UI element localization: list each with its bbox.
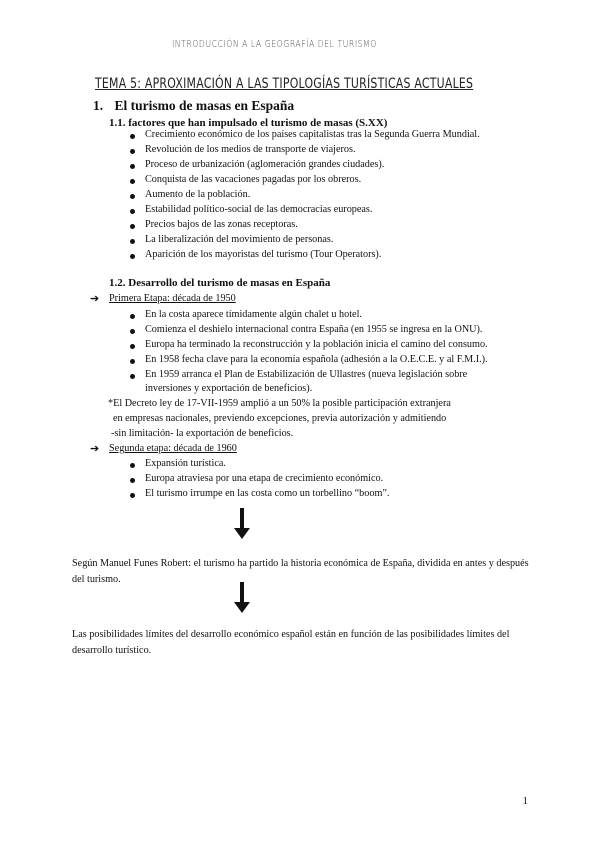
- page-header: INTRODUCCIÓN A LA GEOGRAFÍA DEL TURISMO: [172, 39, 377, 50]
- bullet-icon: [130, 478, 135, 483]
- list-item: Estabilidad político-social de las democracias europeas.: [145, 204, 373, 215]
- bullet-icon: [130, 374, 135, 379]
- bullet-icon: [130, 254, 135, 259]
- arrow-down-icon: [233, 582, 251, 614]
- paragraph-funes-robert: Según Manuel Funes Robert: el turismo ha partido la historia económica de España, dividida en antes y después del turismo.: [72, 558, 529, 585]
- arrow-right-icon: ➔: [90, 443, 100, 455]
- bullet-icon: [130, 179, 135, 184]
- bullet-icon: [130, 224, 135, 229]
- list-item: Comienza el deshielo internacional contra España (en 1955 se ingresa en la ONU).: [145, 324, 483, 335]
- note-line: en empresas nacionales, previendo excepciones, previa autorización y admitiendo: [113, 413, 447, 424]
- list-item: En 1958 fecha clave para la economía española (adhesión a la O.E.C.E. y al F.M.I.).: [145, 354, 488, 365]
- list-item: Proceso de urbanización (aglomeración grandes ciudades).: [145, 159, 385, 170]
- subsection-heading-1-2: 1.2. Desarrollo del turismo de masas en España: [109, 277, 331, 289]
- bullet-icon: [130, 314, 135, 319]
- bullet-icon: [130, 359, 135, 364]
- bullet-icon: [130, 344, 135, 349]
- list-item: Precios bajos de las zonas receptoras.: [145, 219, 298, 230]
- arrow-down-icon: [233, 508, 251, 540]
- bullet-icon: [130, 493, 135, 498]
- note-line: -sin limitación- la exportación de beneficios.: [111, 428, 294, 439]
- bullet-icon: [130, 194, 135, 199]
- list-item: Aumento de la población.: [145, 189, 251, 200]
- bullet-icon: [130, 164, 135, 169]
- bullet-icon: [130, 149, 135, 154]
- arrow-right-icon: ➔: [90, 293, 100, 305]
- stage-1-label: Primera Etapa: década de 1950: [109, 293, 236, 304]
- bullet-icon: [130, 329, 135, 334]
- list-item: Revolución de los medios de transporte de viajeros.: [145, 144, 356, 155]
- bullet-icon: [130, 209, 135, 214]
- list-item: El turismo irrumpe en las costa como un torbellino “boom”.: [145, 488, 390, 499]
- bullet-icon: [130, 239, 135, 244]
- list-item: Aparición de los mayoristas del turismo (Tour Operators).: [145, 249, 382, 260]
- section-number: 1.: [93, 98, 104, 113]
- section-heading: [93, 98, 294, 114]
- stage-2-label: Segunda etapa: década de 1960: [109, 443, 237, 454]
- list-item: Expansión turística.: [145, 458, 226, 469]
- bullet-icon: [130, 463, 135, 468]
- list-item-continuation: inversiones y exportación de beneficios).: [145, 383, 313, 394]
- section-title: El turismo de masas en España: [114, 98, 295, 113]
- page-title: TEMA 5: APROXIMACIÓN A LAS TIPOLOGÍAS TURÍSTICAS ACTUALES: [95, 76, 474, 92]
- list-item: Crecimiento económico de los países capitalistas tras la Segunda Guerra Mundial.: [145, 129, 480, 140]
- list-item: Europa atraviesa por una etapa de crecimiento económico.: [145, 473, 384, 484]
- paragraph-development-limits: Las posibilidades límites del desarrollo económico español están en función de las posibilidades límites del desarrollo turístico.: [72, 629, 510, 656]
- list-item: En 1959 arranca el Plan de Estabilización de Ullastres (nueva legislación sobre: [145, 369, 468, 380]
- subsection-heading-1-1: 1.1. factores que han impulsado el turismo de masas (S.XX): [109, 117, 388, 129]
- page-number: 1: [522, 795, 528, 807]
- list-item: Europa ha terminado la reconstrucción y la población inicia el camino del consumo.: [145, 339, 488, 350]
- list-item: Conquista de las vacaciones pagadas por los obreros.: [145, 174, 362, 185]
- list-item: La liberalización del movimiento de personas.: [145, 234, 334, 245]
- bullet-icon: [130, 134, 135, 139]
- note-line: *El Decreto ley de 17-VII-1959 amplió a un 50% la posible participación extranjera: [108, 398, 451, 409]
- list-item: En la costa aparece tímidamente algún chalet u hotel.: [145, 309, 362, 320]
